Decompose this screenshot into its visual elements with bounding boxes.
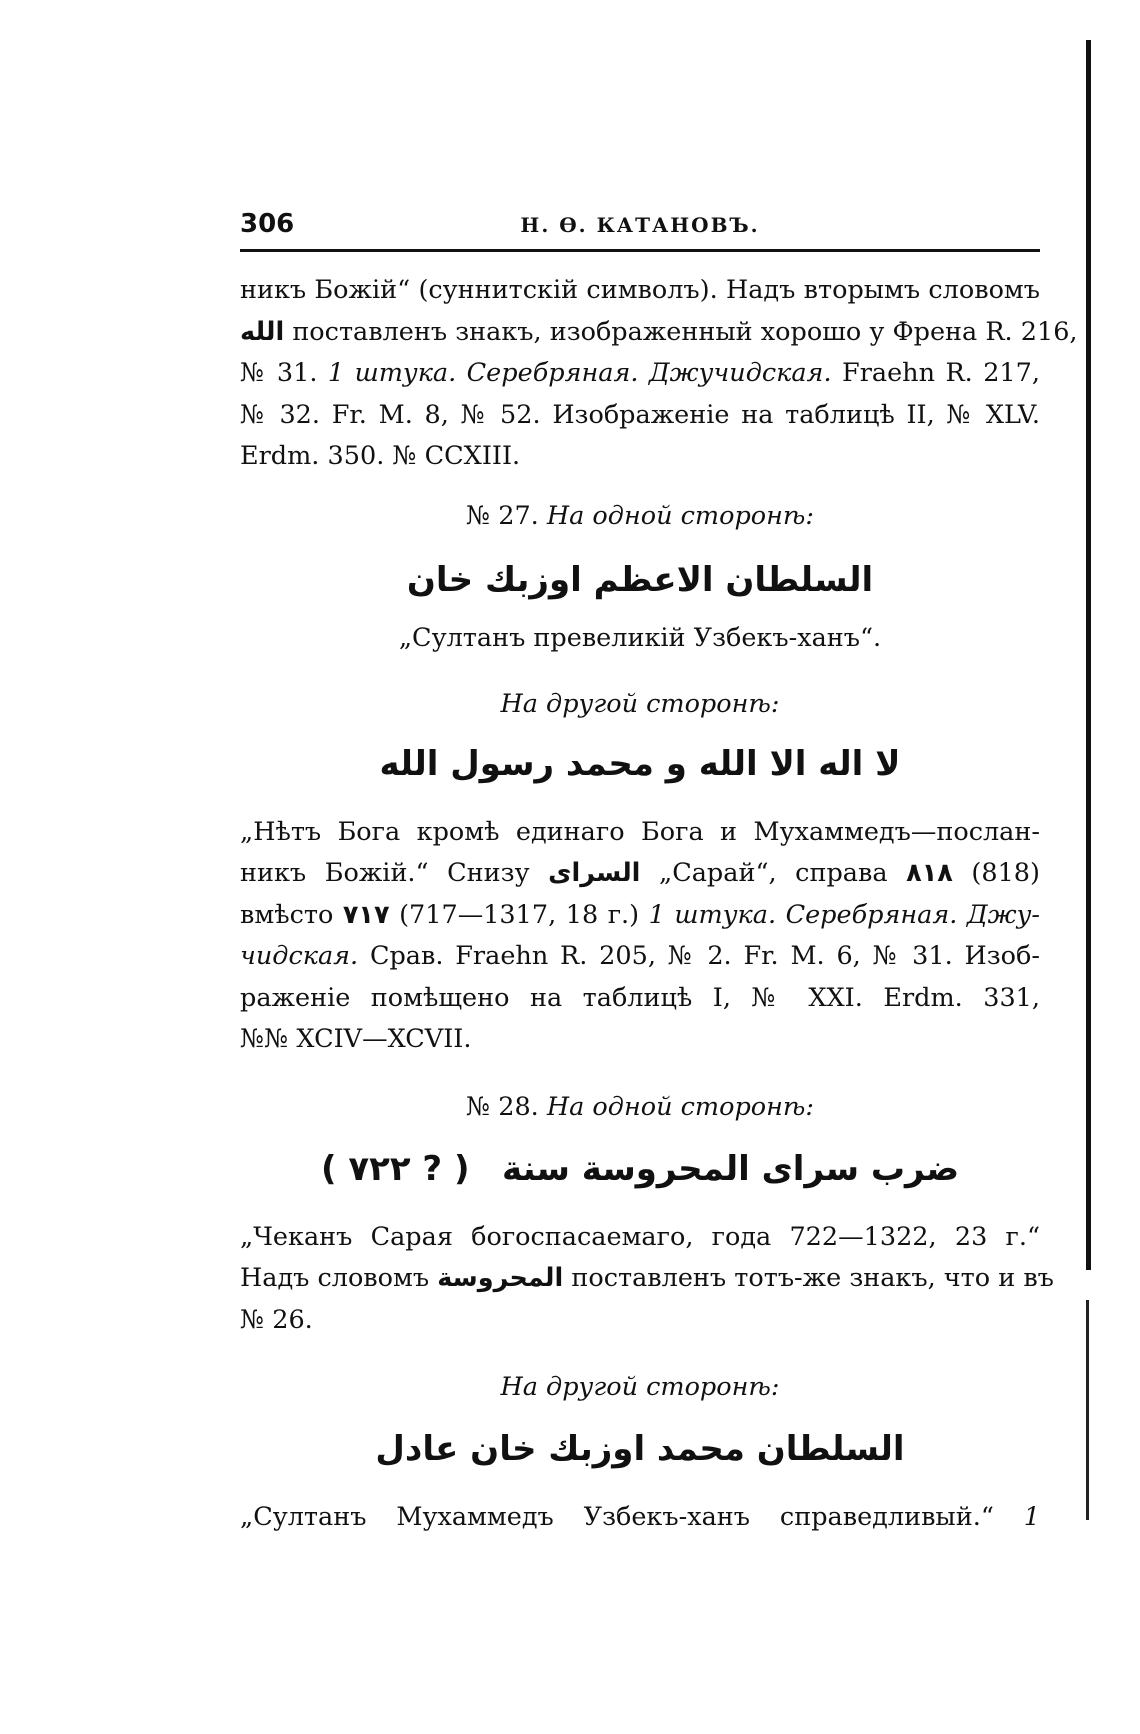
arabic-numeral: ٧١٧ — [342, 899, 390, 930]
side-heading: На другой сторонѣ: — [500, 688, 780, 719]
text-line: вмѣсто ٧١٧ (717—1317, 18 г.) 1 штука. Серебряная. Джу- — [240, 899, 1041, 930]
arabic-word: السراى — [548, 858, 641, 888]
side-heading: На другой сторонѣ: — [500, 1372, 780, 1402]
footnote-mark: 1 — [1023, 1502, 1041, 1532]
arabic-numeral: ٨١٨ — [906, 858, 953, 888]
text-line: №№ XCIV—XCVII. — [240, 1024, 472, 1054]
text-line: „Нѣтъ Бога кромѣ единаго Бога и Мухаммедъ—послан- — [240, 816, 1040, 847]
item-heading-28: № 28. На одной сторонѣ: — [465, 1091, 815, 1122]
text-line: никъ Божій.“ Снизу السراى „Сарай“, справа ٨١٨ (818) — [240, 858, 1040, 888]
arabic-legend: لا اله الا الله و محمد رسول الله — [379, 743, 901, 784]
scan-edge-lower — [1086, 1300, 1089, 1520]
arabic-legend: السلطان محمد اوزبك خان عادل — [375, 1429, 905, 1469]
paragraph-continuation — [240, 270, 1078, 478]
text-line: № 32. Fr. M. 8, № 52. Изображеніе на таблицѣ II, № XLV. — [240, 399, 1040, 430]
page — [240, 205, 1078, 1539]
item-heading-27: № 27. На одной сторонѣ: — [465, 500, 815, 531]
running-header — [240, 205, 1040, 252]
page-number: 306 — [240, 209, 295, 239]
arabic-legend: ( ٧٢٢ ? ) ضرب سراى المحروسة سنة — [320, 1148, 960, 1189]
scan-edge — [1086, 40, 1091, 1270]
text-line: раженіе помѣщено на таблицѣ I, № XXI. Erdm. 331, — [240, 982, 1040, 1013]
arabic-legend: السلطان الاعظم اوزبك خان — [406, 559, 874, 600]
text-line: „Чеканъ Сарая богоспасаемаго, года 722—1322, 23 г.“ — [240, 1221, 1040, 1252]
text-line: Надъ словомъ المحروسة поставленъ тотъ-же знакъ, что и въ — [240, 1263, 1054, 1293]
arabic-word: الله — [240, 316, 285, 347]
text-line: „Султанъ Мухаммедъ Узбекъ-ханъ справедливый.“ 1 — [240, 1502, 1041, 1532]
running-title: Н. Ѳ. КАТАНОВЪ. — [520, 213, 760, 237]
paragraph-27 — [240, 812, 1040, 1061]
text-line: Erdm. 350. № CCXIII. — [240, 441, 521, 471]
text-line: никъ Божій“ (суннитскій символъ). Надъ вторымъ словомъ — [240, 275, 1040, 305]
arabic-year: ( ٧٢٢ ? ) — [320, 1148, 470, 1189]
text-line: № 26. — [240, 1304, 313, 1335]
paragraph-28 — [240, 1217, 1054, 1342]
text-line: الله поставленъ знакъ, изображенный хорошо у Френа R. 216, — [240, 316, 1078, 347]
text-line: № 31. 1 штука. Серебряная. Джучидская. Fraehn R. 217, — [240, 358, 1040, 388]
translation-28 — [240, 1497, 1040, 1539]
translation: „Султанъ превеликій Узбекъ-ханъ“. — [398, 622, 882, 653]
text-line: чидская. Срав. Fraehn R. 205, № 2. Fr. M. 6, № 31. Изоб- — [240, 941, 1040, 971]
arabic-word: المحروسة — [437, 1263, 564, 1293]
